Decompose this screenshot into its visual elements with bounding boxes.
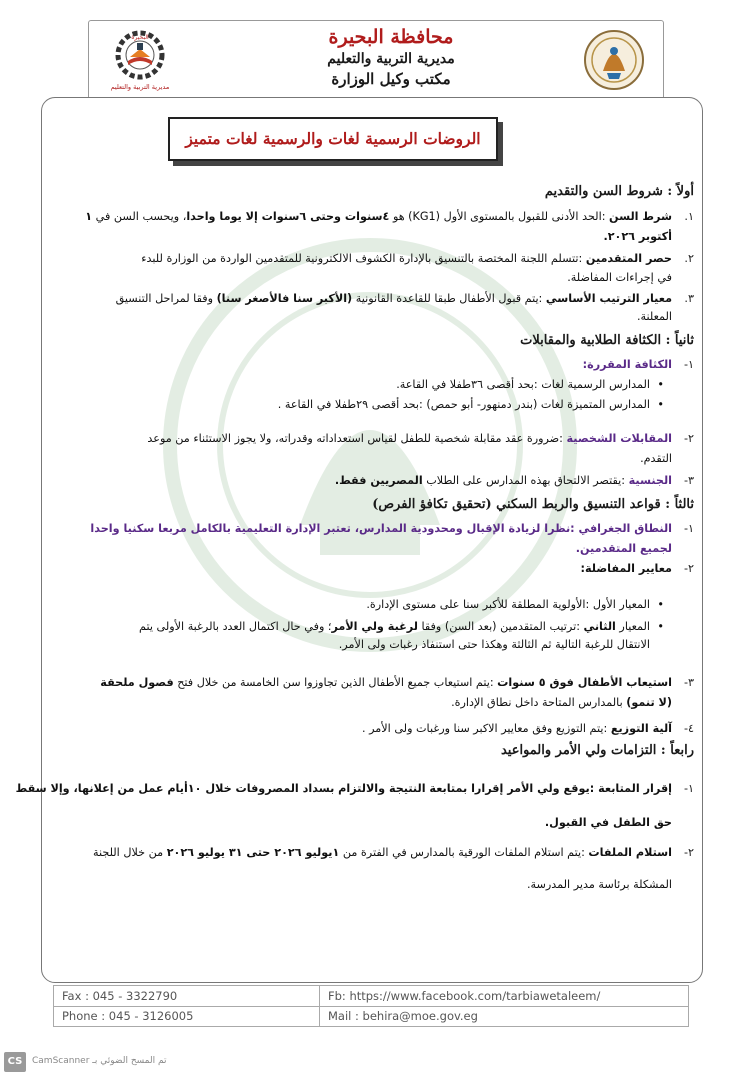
s3-item-2: ٢-معايير المفاضلة: — [580, 562, 694, 575]
s3-bullet-2-cont: الانتقال للرغبة التالية ثم الثالثة وهكذا حتى استنفاذ رغبات ولى الأمر. — [338, 638, 650, 651]
s2-item-2-cont: التقدم. — [640, 452, 672, 465]
camscanner-text: تم المسح الضوئي بـ CamScanner — [32, 1056, 167, 1066]
logo-caption: مديرية التربية والتعليم — [110, 83, 170, 91]
s4-item-1: ١-إقرار المتابعة :يوقع ولي الأمر إقرارا بمتابعة النتيجة والالتزام بسداد المصروفات خلال ١٠أيام عمل من إعلانها، وإلا سقط — [15, 782, 694, 795]
camscanner-icon: CS — [4, 1052, 26, 1072]
letterhead — [88, 20, 664, 100]
fax-number: Fax : 045 - 3322790 — [62, 989, 178, 1003]
section-1-title: أولاً : شروط السن والتقديم — [544, 184, 694, 199]
s3-item-3: ٣-استيعاب الأطفال فوق ٥ سنوات :يتم استيعاب جميع الأطفال الذين تجاوزوا سن الخامسة من خلال فتح فصول ملحقة — [100, 676, 694, 689]
s2-bullet-1: •المدارس الرسمية لغات :بحد أقصى ٣٦طفلا في القاعة. — [396, 378, 664, 391]
section-3-title: ثالثاً : قواعد التنسيق والربط السكني (تحقيق تكافؤ الفرص) — [372, 497, 694, 512]
document-title: الروضات الرسمية لغات والرسمية لغات متميز — [185, 129, 481, 148]
s2-item-1: ١-الكثافة المقررة: — [582, 358, 694, 371]
s1-item-2-cont: في إجراءات المفاضلة. — [567, 271, 672, 284]
s2-bullet-2: •المدارس المتميزة لغات (بندر دمنهور- أبو حمص) :بحد أقصى ٢٩طفلا في القاعة . — [277, 398, 664, 411]
s3-item-1: ١-النطاق الجغرافي :نظرا لزيادة الإقبال ومحدودية المدارس، تعتبر الإدارة التعليمية بالكامل مربعا سكنيا واحدا — [90, 522, 694, 535]
s4-item-2: ٢-استلام الملفات :يتم استلام الملفات الورقية بالمدارس في الفترة من ١يوليو ٢٠٢٦ حتى ٣١ يوليو ٢٠٢٦ من خلال اللجنة — [92, 846, 694, 859]
camscanner-watermark — [4, 1052, 304, 1074]
s1-item-3-cont: المعلنة. — [636, 310, 672, 323]
s2-item-3: ٣-الجنسية :يقتصر الالتحاق بهذه المدارس على الطلاب المصريين فقط. — [334, 474, 694, 487]
s1-item-1: ١.شرط السن :الحد الأدنى للقبول بالمستوى الأول (KG1) هو ٤سنوات وحتى ٦سنوات إلا يوما واحدا، ويحسب السن في ١ — [85, 210, 694, 223]
document-title-box — [168, 117, 498, 161]
governorate-name: محافظة البحيرة — [328, 26, 454, 48]
s4-item-1-cont: حق الطفل في القبول. — [544, 816, 672, 829]
s3-item-4: ٤-آلية التوزيع :يتم التوزيع وفق معايير الاكبر سنا ورغبات ولى الأمر . — [362, 722, 694, 735]
s3-item-3-cont: (لا تنمو) بالمدارس المتاحة داخل نطاق الإدارة. — [451, 696, 672, 709]
s4-item-2-cont: المشكلة برئاسة مدير المدرسة. — [526, 878, 672, 891]
governorate-seal-icon — [573, 27, 655, 93]
section-4-title: رابعاً : التزامات ولي الأمر والمواعيد — [500, 743, 694, 758]
s2-item-2: ٢-المقابلات الشخصية :ضرورة عقد مقابلة شخصية للطفل لقياس استعداداته وقدراته، ولا يجوز الاستثناء من موعد — [147, 432, 694, 445]
facebook-link[interactable]: Fb: https://www.facebook.com/tarbiawetaleem/ — [328, 989, 601, 1003]
letterhead-text — [229, 25, 553, 89]
logo-top-text: البحيرة — [131, 34, 149, 41]
s1-item-1-cont: أكتوبر ٢٠٢٦. — [603, 230, 672, 243]
s1-item-3: ٣.معيار الترتيب الأساسي :يتم قبول الأطفال طبقا للقاعدة القانونية (الأكبر سنا فالأصغر سنا) وفقا لمراحل التنسيق — [115, 292, 694, 305]
directorate-logo-icon — [99, 27, 181, 93]
office-name: مكتب وكيل الوزارة — [331, 70, 451, 88]
section-2-title: ثانياً : الكثافة الطلابية والمقابلات — [520, 333, 694, 348]
s3-item-1-cont: لجميع المتقدمين. — [575, 542, 672, 555]
s3-bullet-2: •المعيار الثاني :ترتيب المتقدمين (بعد السن) وفقا لرغبة ولي الأمر؛ وفي حال اكتمال العدد بالرغبة الأولى يتم — [139, 620, 664, 633]
s1-item-2: ٢.حصر المتقدمين :تتسلم اللجنة المختصة بالتنسيق بالإدارة الكشوف الالكترونية للمتقدمين الواردة من الوزارة للبدء — [141, 252, 694, 265]
directorate-name: مديرية التربية والتعليم — [327, 51, 455, 67]
s3-bullet-1: •المعيار الأول :الأولوية المطلقة للأكبر سنا على مستوى الإدارة. — [366, 598, 664, 611]
contact-footer — [53, 985, 689, 1027]
phone-number: Phone : 045 - 3126005 — [62, 1009, 194, 1023]
email-link[interactable]: Mail : behira@moe.gov.eg — [328, 1009, 478, 1023]
